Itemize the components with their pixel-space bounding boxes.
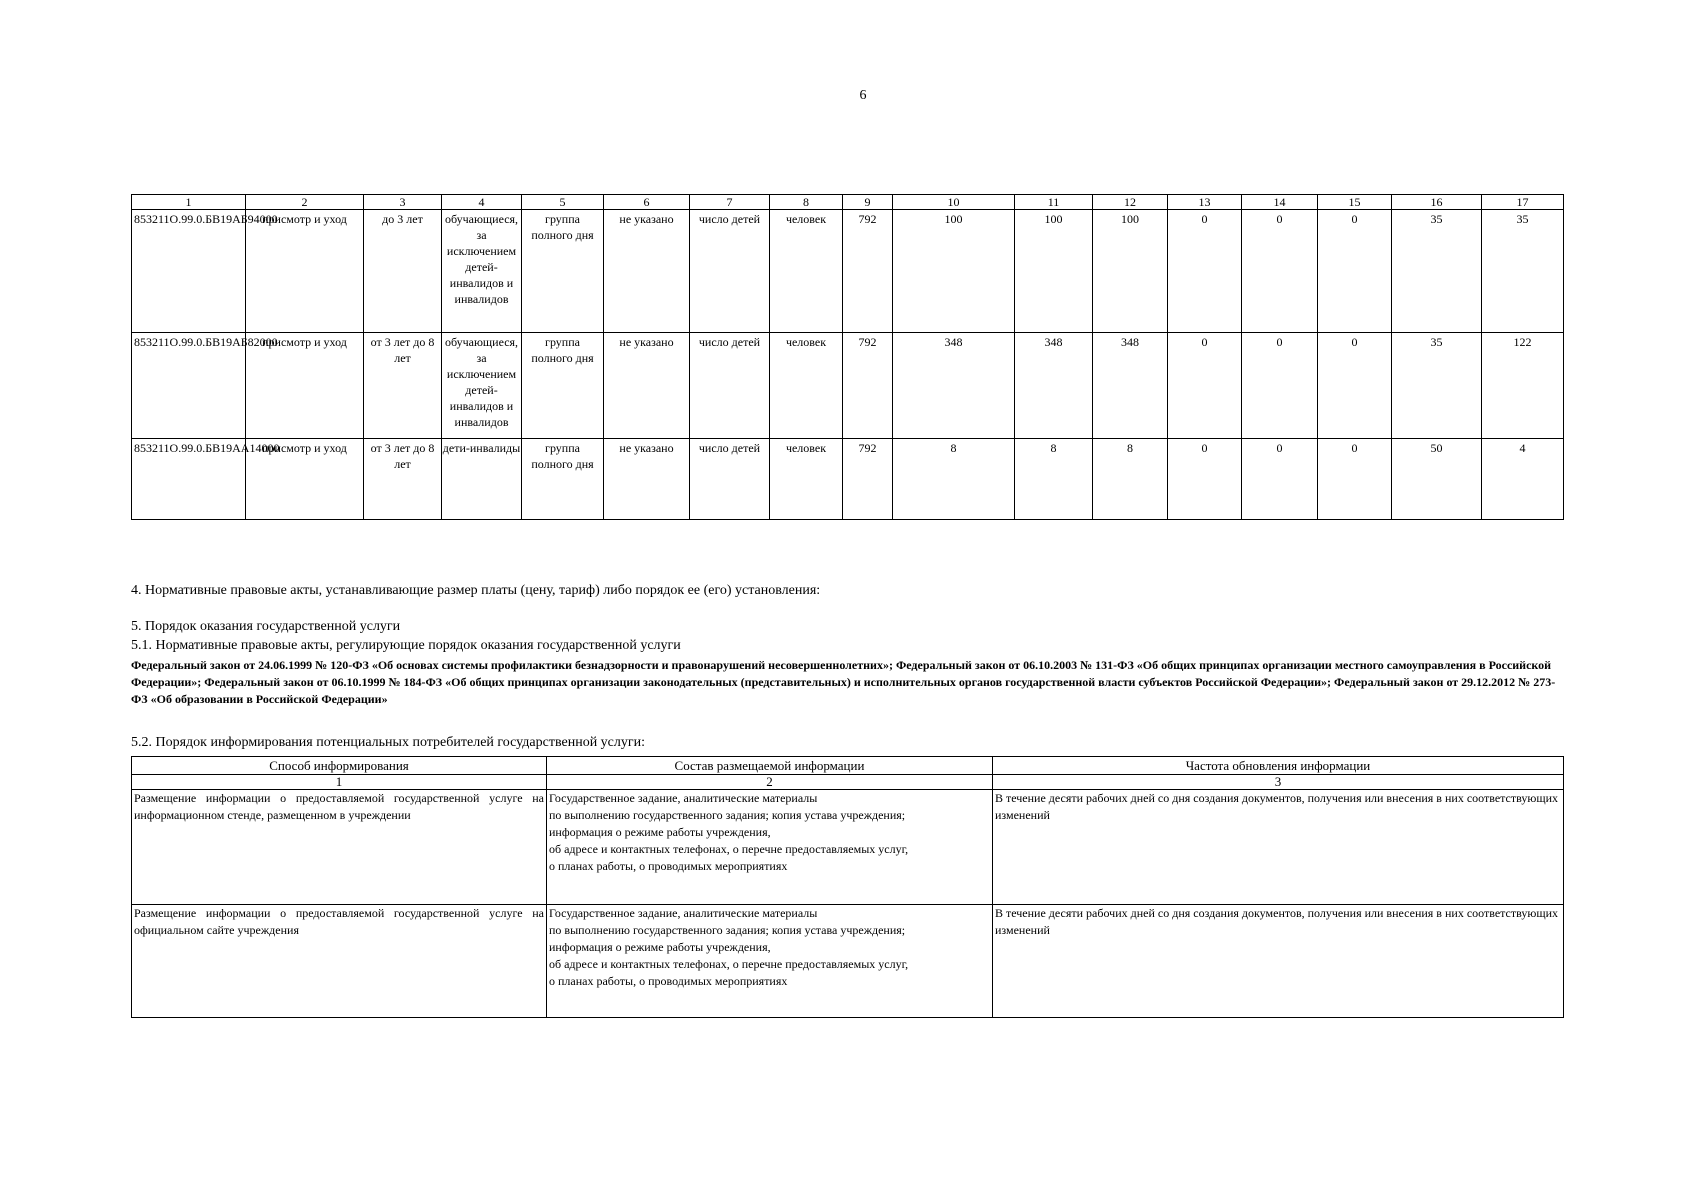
okei-code: 792 (843, 210, 893, 333)
info-content-line: Государственное задание, аналитические материалы (549, 791, 818, 805)
col-number: 1 (132, 195, 246, 210)
value-cell: 8 (893, 439, 1015, 520)
value-cell: 0 (1168, 333, 1242, 439)
value-cell: 0 (1242, 210, 1318, 333)
section-5-1-heading: 5.1. Нормативные правовые акты, регулирующие порядок оказания государственной услуги (131, 638, 681, 653)
service-form: группа полного дня (522, 333, 604, 439)
age-group: от 3 лет до 8 лет (364, 333, 442, 439)
okei-code: 792 (843, 333, 893, 439)
value-cell: 100 (1093, 210, 1168, 333)
service-content: присмотр и уход (246, 333, 364, 439)
consumer-category: обучающиеся, за исключением детей-инвалидов и инвалидов (442, 210, 522, 333)
informing-table (131, 756, 1564, 1018)
col-number: 10 (893, 195, 1015, 210)
table-row (132, 333, 1564, 439)
value-cell: 4 (1482, 439, 1564, 520)
col-number: 5 (522, 195, 604, 210)
section-5-heading: 5. Порядок оказания государственной услуги (131, 619, 401, 634)
col-number: 8 (770, 195, 843, 210)
value-cell: 35 (1392, 210, 1482, 333)
value-cell: 0 (1242, 333, 1318, 439)
registry-code: 853211О.99.0.БВ19АБ94000 (132, 210, 246, 333)
header-row (132, 757, 1564, 775)
col-number: 17 (1482, 195, 1564, 210)
col-number: 11 (1015, 195, 1093, 210)
col-number: 16 (1392, 195, 1482, 210)
info-content-line: об адресе и контактных телефонах, о перечне предоставляемых услуг, (549, 842, 909, 856)
info-method: Размещение информации о предоставляемой государственной услуге на информационном стенде, размещенном в учреждении (132, 790, 547, 905)
unit-name: человек (770, 439, 843, 520)
value-cell: 50 (1392, 439, 1482, 520)
info-content-line: о планах работы, о проводимых мероприятиях (549, 974, 788, 988)
value-cell: 35 (1482, 210, 1564, 333)
age-group: до 3 лет (364, 210, 442, 333)
col-number: 7 (690, 195, 770, 210)
service-param: не указано (604, 333, 690, 439)
col-number: 12 (1093, 195, 1168, 210)
info-content-line: информация о режиме работы учреждения, (549, 940, 771, 954)
info-frequency: В течение десяти рабочих дней со дня создания документов, получения или внесения в них соответствующих изменений (993, 905, 1564, 1018)
info-content-line: информация о режиме работы учреждения, (549, 825, 771, 839)
column-number-row (132, 775, 1564, 790)
value-cell: 348 (893, 333, 1015, 439)
unit-name: человек (770, 333, 843, 439)
col-number: 1 (132, 775, 547, 790)
page-number: 6 (859, 88, 867, 103)
value-cell: 8 (1093, 439, 1168, 520)
service-volume-table (131, 194, 1564, 520)
value-cell: 100 (1015, 210, 1093, 333)
registry-code: 853211О.99.0.БВ19АБ82000 (132, 333, 246, 439)
service-content: присмотр и уход (246, 439, 364, 520)
info-content-line: об адресе и контактных телефонах, о перечне предоставляемых услуг, (549, 957, 909, 971)
col-number: 14 (1242, 195, 1318, 210)
value-cell: 348 (1015, 333, 1093, 439)
value-cell: 0 (1168, 210, 1242, 333)
value-cell: 122 (1482, 333, 1564, 439)
service-form: группа полного дня (522, 210, 604, 333)
header-frequency: Частота обновления информации (993, 757, 1564, 775)
consumer-category: дети-инвалиды (442, 439, 522, 520)
section-4-heading: 4. Нормативные правовые акты, устанавливающие размер платы (цену, тариф) либо порядок ее (его) установления: (131, 583, 821, 598)
column-number-row (132, 195, 1564, 210)
indicator-name: число детей (690, 210, 770, 333)
header-method: Способ информирования (132, 757, 547, 775)
col-number: 2 (547, 775, 993, 790)
value-cell: 0 (1318, 210, 1392, 333)
okei-code: 792 (843, 439, 893, 520)
col-number: 3 (993, 775, 1564, 790)
info-content (547, 905, 993, 1018)
registry-code: 853211О.99.0.БВ19АА14000 (132, 439, 246, 520)
col-number: 13 (1168, 195, 1242, 210)
col-number: 3 (364, 195, 442, 210)
col-number: 4 (442, 195, 522, 210)
table-row (132, 905, 1564, 1018)
value-cell: 0 (1242, 439, 1318, 520)
consumer-category: обучающиеся, за исключением детей-инвалидов и инвалидов (442, 333, 522, 439)
value-cell: 8 (1015, 439, 1093, 520)
age-group: от 3 лет до 8 лет (364, 439, 442, 520)
info-content-line: о планах работы, о проводимых мероприятиях (549, 859, 788, 873)
value-cell: 348 (1093, 333, 1168, 439)
info-content-line: по выполнению государственного задания; копия устава учреждения; (549, 923, 906, 937)
unit-name: человек (770, 210, 843, 333)
service-form: группа полного дня (522, 439, 604, 520)
col-number: 6 (604, 195, 690, 210)
indicator-name: число детей (690, 439, 770, 520)
info-content (547, 790, 993, 905)
value-cell: 35 (1392, 333, 1482, 439)
value-cell: 0 (1168, 439, 1242, 520)
info-content-line: по выполнению государственного задания; копия устава учреждения; (549, 808, 906, 822)
header-content: Состав размещаемой информации (547, 757, 993, 775)
section-5-2-heading: 5.2. Порядок информирования потенциальных потребителей государственной услуги: (131, 735, 646, 750)
table-row (132, 439, 1564, 520)
service-param: не указано (604, 210, 690, 333)
value-cell: 0 (1318, 333, 1392, 439)
indicator-name: число детей (690, 333, 770, 439)
info-method: Размещение информации о предоставляемой государственной услуге на официальном сайте учреждения (132, 905, 547, 1018)
table-row (132, 790, 1564, 905)
service-param: не указано (604, 439, 690, 520)
legal-acts-text: Федеральный закон от 24.06.1999 № 120-ФЗ «Об основах системы профилактики безнадзорности и правонарушений несовершеннолетних»; Федеральный закон от 06.10.2003 № 131-ФЗ «Об общих принципах организации местного самоуправления в Российской Федерации»; Федеральный закон от 06.10.1999 № 184-ФЗ «Об общих принципах организации законодательных (представительных) и исполнительных органов государственной власти субъектов Российской Федерации»; Федеральный закон от 29.12.2012 № 273-ФЗ «Об образовании в Российской Федерации» (131, 658, 1556, 706)
col-number: 2 (246, 195, 364, 210)
col-number: 15 (1318, 195, 1392, 210)
value-cell: 0 (1318, 439, 1392, 520)
col-number: 9 (843, 195, 893, 210)
value-cell: 100 (893, 210, 1015, 333)
info-frequency: В течение десяти рабочих дней со дня создания документов, получения или внесения в них соответствующих изменений (993, 790, 1564, 905)
service-content: присмотр и уход (246, 210, 364, 333)
table-row (132, 210, 1564, 333)
info-content-line: Государственное задание, аналитические материалы (549, 906, 818, 920)
